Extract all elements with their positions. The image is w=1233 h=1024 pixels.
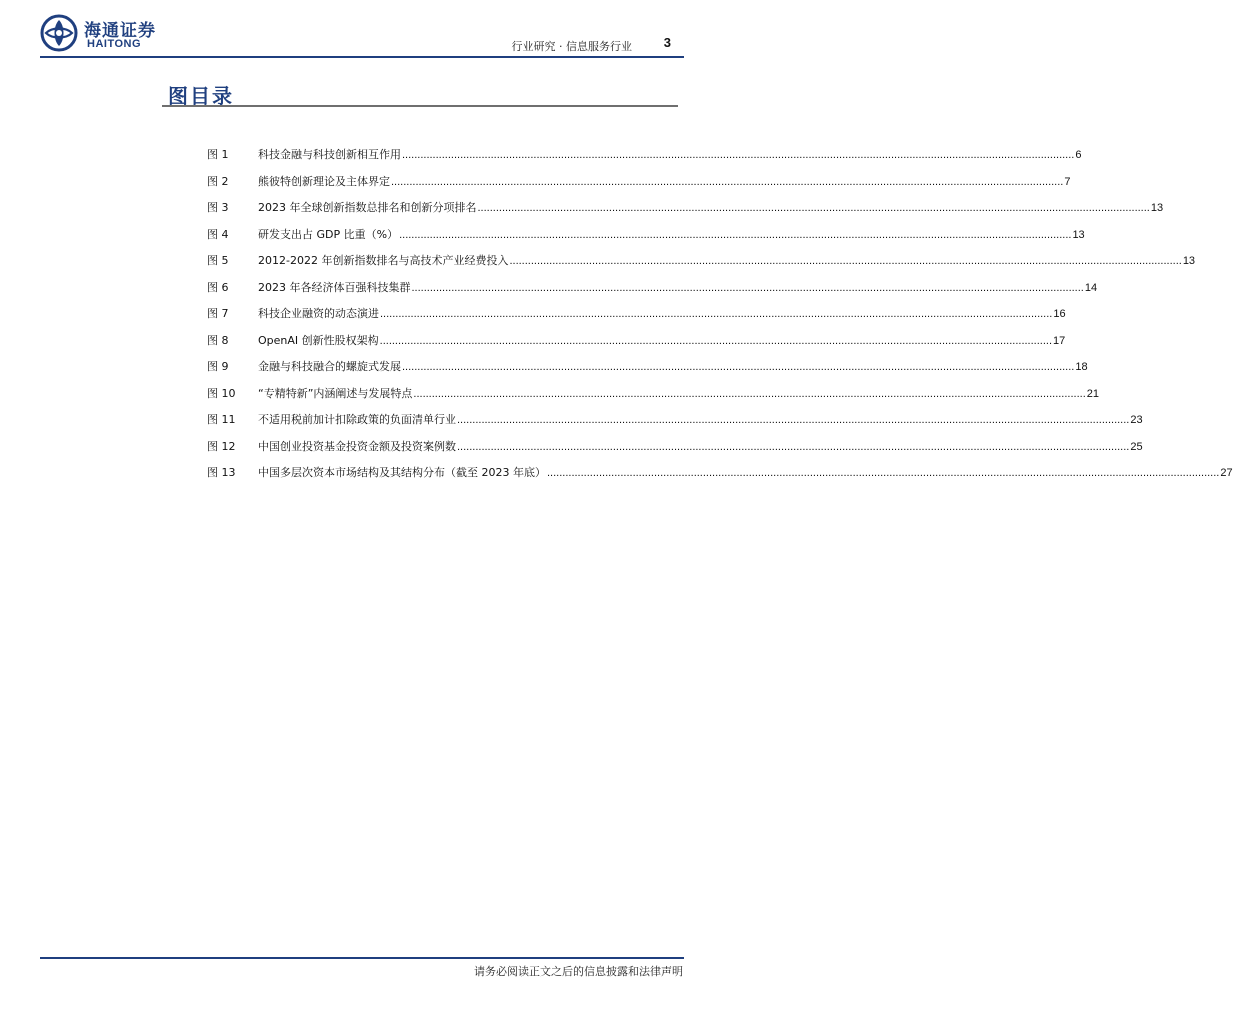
figure-list-item[interactable] [207, 252, 1196, 279]
figure-list-item[interactable] [207, 146, 1082, 173]
dot-leader: ............................................................................................................................................................................................................................ [379, 334, 1053, 347]
figure-list-item[interactable] [207, 332, 1066, 359]
dot-leader: ............................................................................................................................................................................................................................ [391, 175, 1064, 188]
figure-page-number: 14 [1084, 281, 1098, 294]
figure-title: 研发支出占 GDP 比重（%） [258, 227, 399, 241]
figure-number: 图 10 [207, 386, 236, 400]
figure-list [207, 146, 1233, 491]
figure-page-number: 25 [1130, 440, 1143, 453]
figure-number: 图 8 [207, 333, 229, 347]
figure-title: 科技企业融资的动态演进 [258, 307, 379, 320]
figure-list-item[interactable] [207, 411, 1143, 438]
figure-page-number: 13 [1072, 228, 1085, 241]
haitong-emblem-icon [40, 14, 78, 52]
figure-number: 图 7 [207, 307, 229, 320]
figure-title: “专精特新”内涵阐述与发展特点 [258, 386, 413, 400]
figure-page-number: 27 [1220, 467, 1233, 479]
figure-number: 图 5 [207, 254, 229, 267]
figure-title: 熊彼特创新理论及主体界定 [258, 174, 390, 188]
dot-leader: ............................................................................................................................................................................................................................ [457, 414, 1130, 426]
dot-leader: ............................................................................................................................................................................................................................ [402, 149, 1075, 161]
figure-number: 图 3 [207, 201, 229, 214]
dot-leader: ............................................................................................................................................................................................................................ [457, 440, 1130, 453]
figure-list-item[interactable] [207, 173, 1071, 200]
haitong-logo [40, 14, 180, 54]
dot-leader: ............................................................................................................................................................................................................................ [547, 467, 1220, 479]
figure-page-number: 7 [1064, 175, 1071, 188]
figure-list-item[interactable] [207, 199, 1164, 226]
figure-title: 2023 年各经济体百强科技集群 [258, 280, 411, 294]
dot-leader: ............................................................................................................................................................................................................................ [477, 202, 1150, 214]
figure-title: 不适用税前加计扣除政策的负面清单行业 [258, 413, 456, 426]
figure-list-item[interactable] [207, 385, 1100, 412]
figure-page-number: 13 [1150, 202, 1164, 214]
figure-number: 图 12 [207, 439, 236, 453]
figure-list-item[interactable] [207, 358, 1088, 385]
header-section-label: 行业研究 · 信息服务行业 [511, 40, 632, 53]
figure-title: 中国创业投资基金投资金额及投资案例数 [258, 439, 456, 453]
figure-list-item[interactable] [207, 279, 1098, 306]
dot-leader: ............................................................................................................................................................................................................................ [509, 255, 1182, 267]
header-divider [40, 56, 684, 58]
figure-number: 图 6 [207, 280, 229, 294]
figure-page-number: 6 [1075, 149, 1082, 161]
figure-number: 图 2 [207, 174, 229, 188]
figure-list-item[interactable] [207, 226, 1085, 253]
footer-disclaimer: 请务必阅读正文之后的信息披露和法律声明 [474, 965, 683, 978]
dot-leader: ............................................................................................................................................................................................................................ [402, 361, 1075, 373]
footer-divider [40, 957, 684, 959]
figure-title: 金融与科技融合的螺旋式发展 [258, 360, 401, 373]
figure-title: 科技金融与科技创新相互作用 [258, 148, 401, 161]
dot-leader: ............................................................................................................................................................................................................................ [411, 281, 1084, 294]
logo-english-name: HAITONG [87, 38, 142, 50]
figure-list-item[interactable] [207, 305, 1066, 332]
logo-chinese-name: 海通证券 [84, 21, 156, 41]
figure-page-number: 18 [1075, 361, 1088, 373]
figure-page-number: 13 [1182, 255, 1196, 267]
figure-page-number: 17 [1053, 334, 1066, 347]
dot-leader: ............................................................................................................................................................................................................................ [399, 228, 1072, 241]
page-title: 图目录 [168, 84, 234, 108]
page-number: 3 [663, 35, 671, 50]
figure-title: OpenAI 创新性股权架构 [258, 333, 379, 347]
figure-number: 图 1 [207, 148, 229, 161]
figure-title: 2012-2022 年创新指数排名与高技术产业经费投入 [258, 254, 509, 267]
figure-page-number: 23 [1130, 414, 1143, 426]
figure-number: 图 11 [207, 413, 236, 426]
title-divider [162, 105, 678, 107]
figure-title: 2023 年全球创新指数总排名和创新分项排名 [258, 201, 477, 214]
figure-number: 图 4 [207, 227, 229, 241]
figure-number: 图 9 [207, 360, 229, 373]
figure-page-number: 21 [1086, 387, 1100, 400]
dot-leader: ............................................................................................................................................................................................................................ [380, 308, 1053, 320]
figure-page-number: 16 [1053, 308, 1066, 320]
figure-number: 图 13 [207, 466, 236, 479]
figure-title: 中国多层次资本市场结构及其结构分布（截至 2023 年底） [258, 466, 546, 479]
figure-list-item[interactable] [207, 438, 1143, 465]
figure-list-item[interactable] [207, 464, 1233, 491]
dot-leader: ............................................................................................................................................................................................................................ [413, 387, 1086, 400]
